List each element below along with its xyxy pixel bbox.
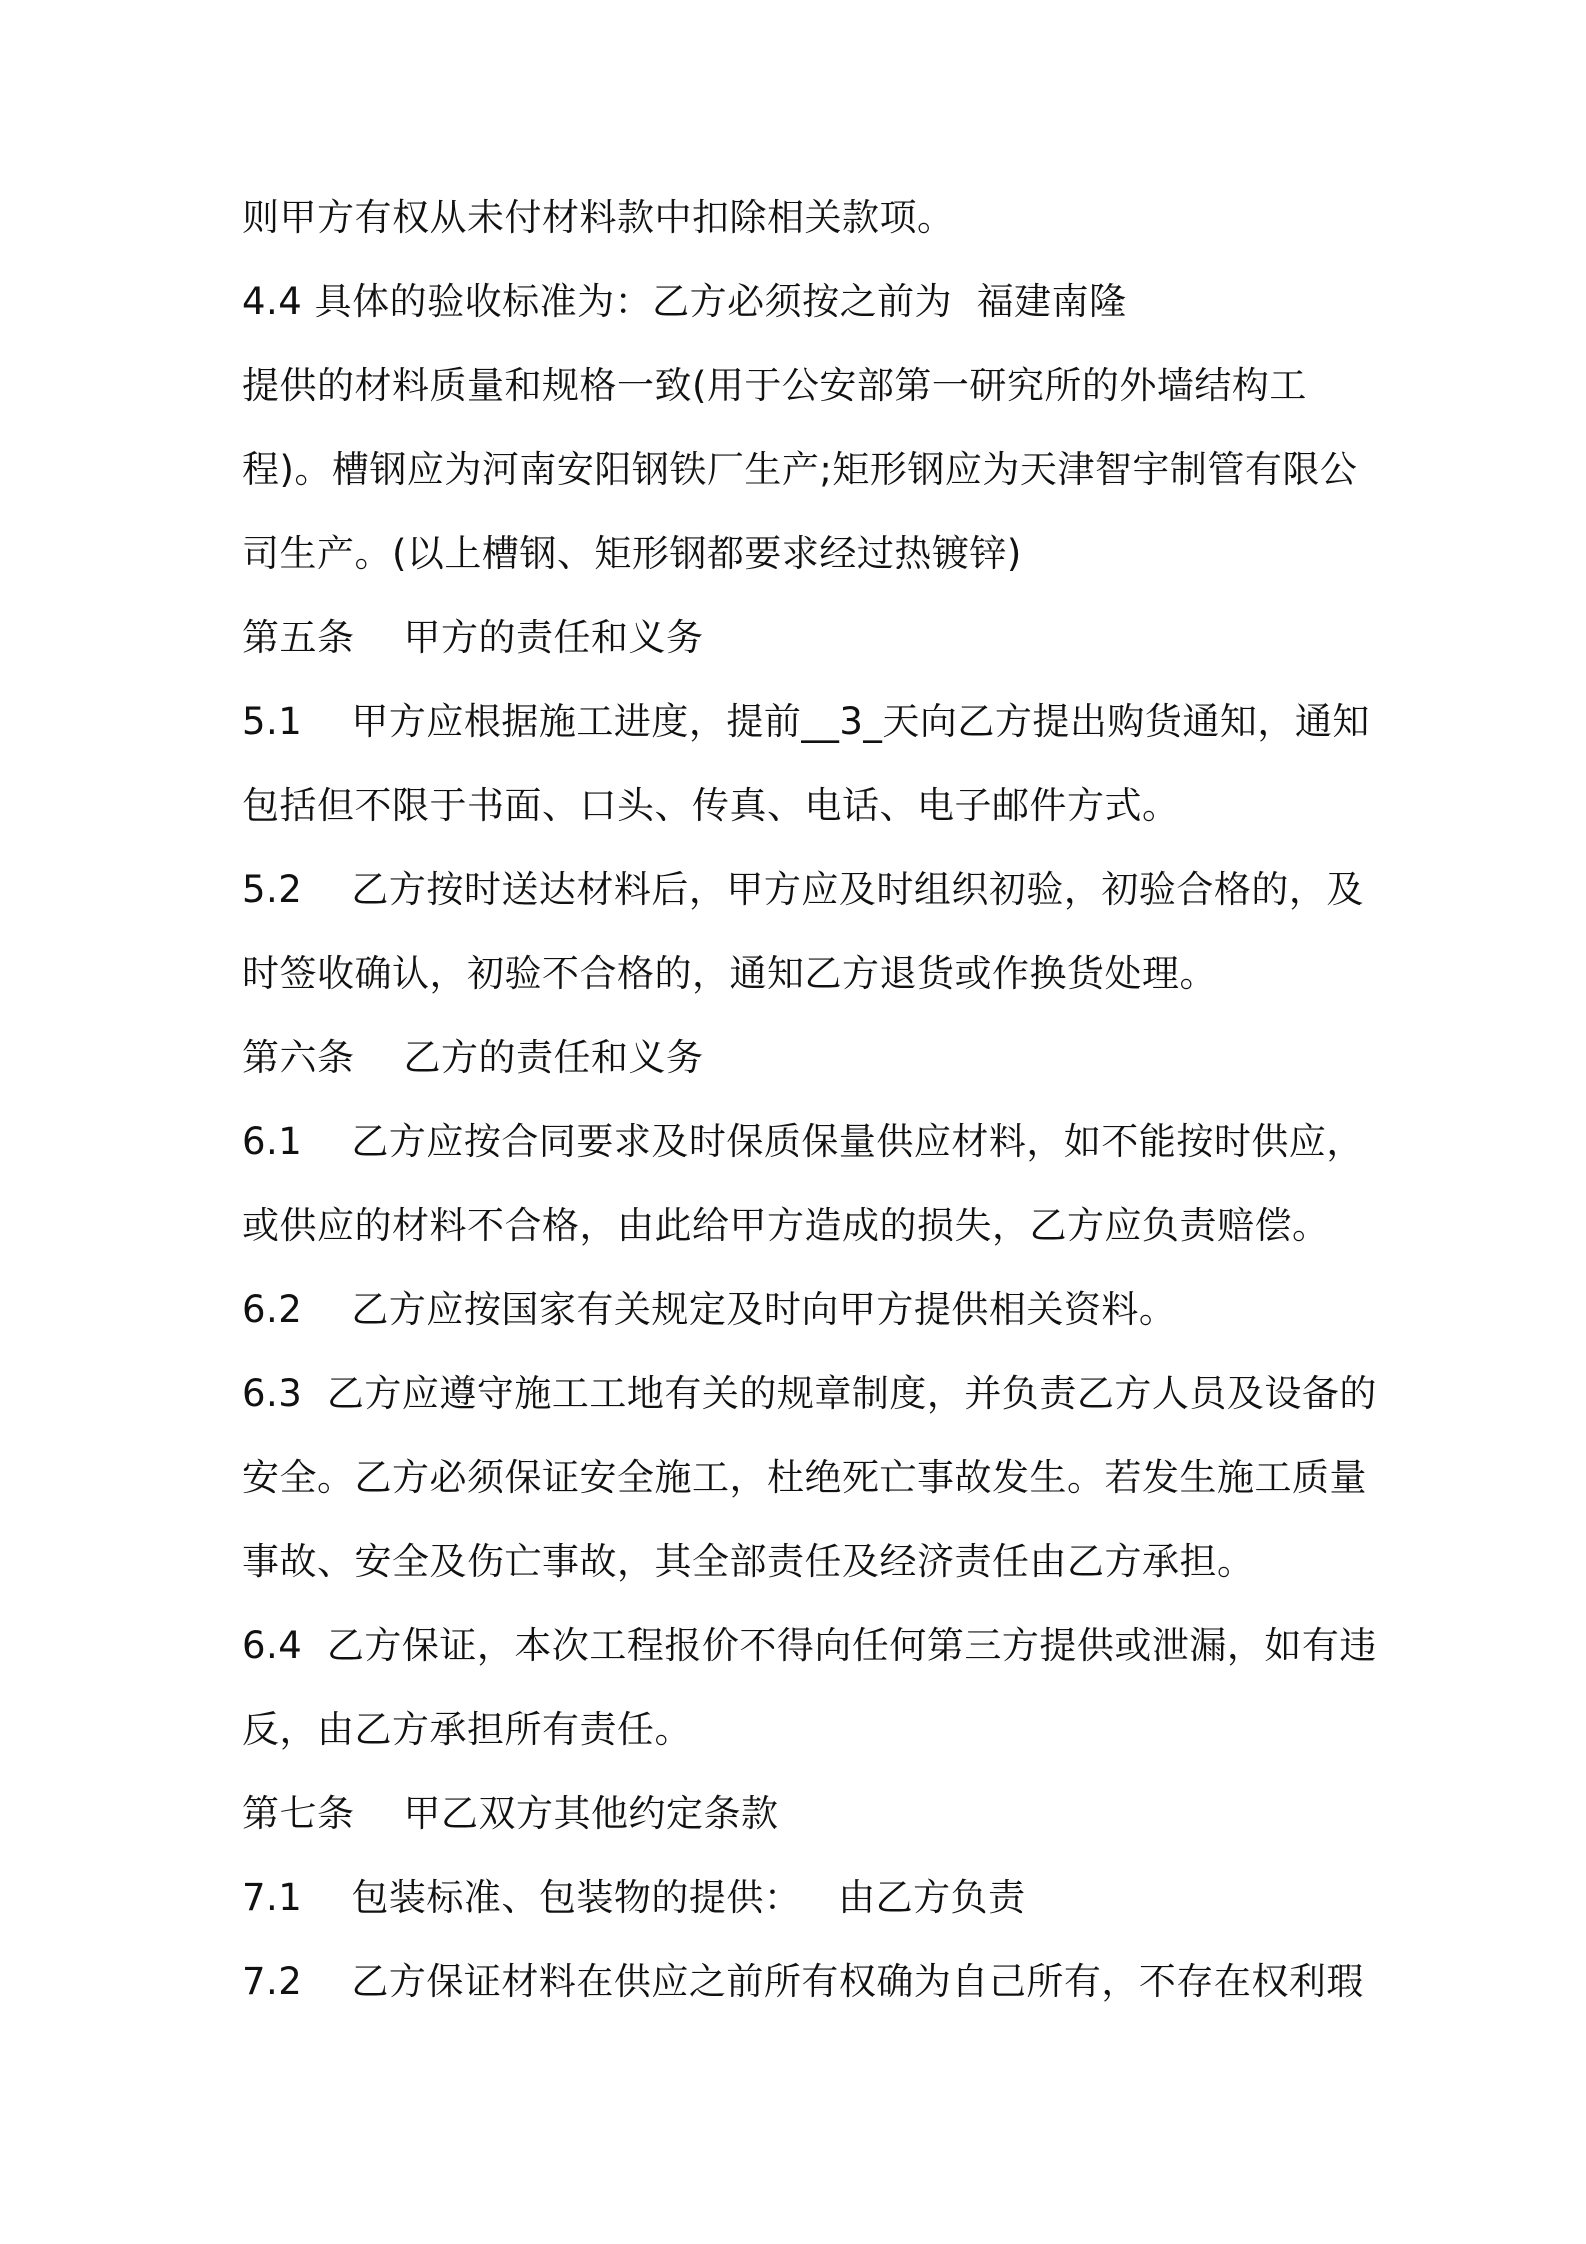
clause-5-1: 5.1 甲方应根据施工进度，提前__3_天向乙方提出购货通知，通知 — [242, 700, 1370, 743]
clause-6-3: 6.3 乙方应遵守施工工地有关的规章制度，并负责乙方人员及设备的 — [242, 1372, 1377, 1415]
clause-7-1: 7.1 包装标准、包装物的提供： 由乙方负责 — [242, 1876, 1026, 1919]
clause-6-2: 6.2 乙方应按国家有关规定及时向甲方提供相关资料。 — [242, 1288, 1177, 1331]
clause-5-2: 5.2 乙方按时送达材料后，甲方应及时组织初验，初验合格的，及 — [242, 868, 1364, 911]
article-7-heading: 第七条 甲乙双方其他约定条款 — [242, 1792, 779, 1835]
text-line: 时签收确认，初验不合格的，通知乙方退货或作换货处理。 — [242, 952, 1217, 995]
text-line: 程)。槽钢应为河南安阳钢铁厂生产;矩形钢应为天津智宇制管有限公 — [242, 448, 1358, 491]
article-6-heading: 第六条 乙方的责任和义务 — [242, 1036, 704, 1079]
text-line: 安全。乙方必须保证安全施工，杜绝死亡事故发生。若发生施工质量 — [242, 1456, 1367, 1499]
text-line: 事故、安全及伤亡事故，其全部责任及经济责任由乙方承担。 — [242, 1540, 1255, 1583]
text-line: 司生产。(以上槽钢、矩形钢都要求经过热镀锌) — [242, 532, 1022, 575]
article-5-heading: 第五条 甲方的责任和义务 — [242, 616, 704, 659]
clause-7-2: 7.2 乙方保证材料在供应之前所有权确为自己所有，不存在权利瑕 — [242, 1960, 1364, 2003]
clause-6-4: 6.4 乙方保证，本次工程报价不得向任何第三方提供或泄漏，如有违 — [242, 1624, 1377, 1667]
clause-6-1: 6.1 乙方应按合同要求及时保质保量供应材料，如不能按时供应， — [242, 1120, 1364, 1163]
clause-4-4: 4.4 具体的验收标准为：乙方必须按之前为 福建南隆 — [242, 280, 1127, 323]
text-line: 包括但不限于书面、口头、传真、电话、电子邮件方式。 — [242, 784, 1180, 827]
text-line: 反，由乙方承担所有责任。 — [242, 1708, 692, 1751]
text-line: 提供的材料质量和规格一致(用于公安部第一研究所的外墙结构工 — [242, 364, 1307, 407]
text-line: 或供应的材料不合格，由此给甲方造成的损失，乙方应负责赔偿。 — [242, 1204, 1330, 1247]
text-line: 则甲方有权从未付材料款中扣除相关款项。 — [242, 196, 955, 239]
